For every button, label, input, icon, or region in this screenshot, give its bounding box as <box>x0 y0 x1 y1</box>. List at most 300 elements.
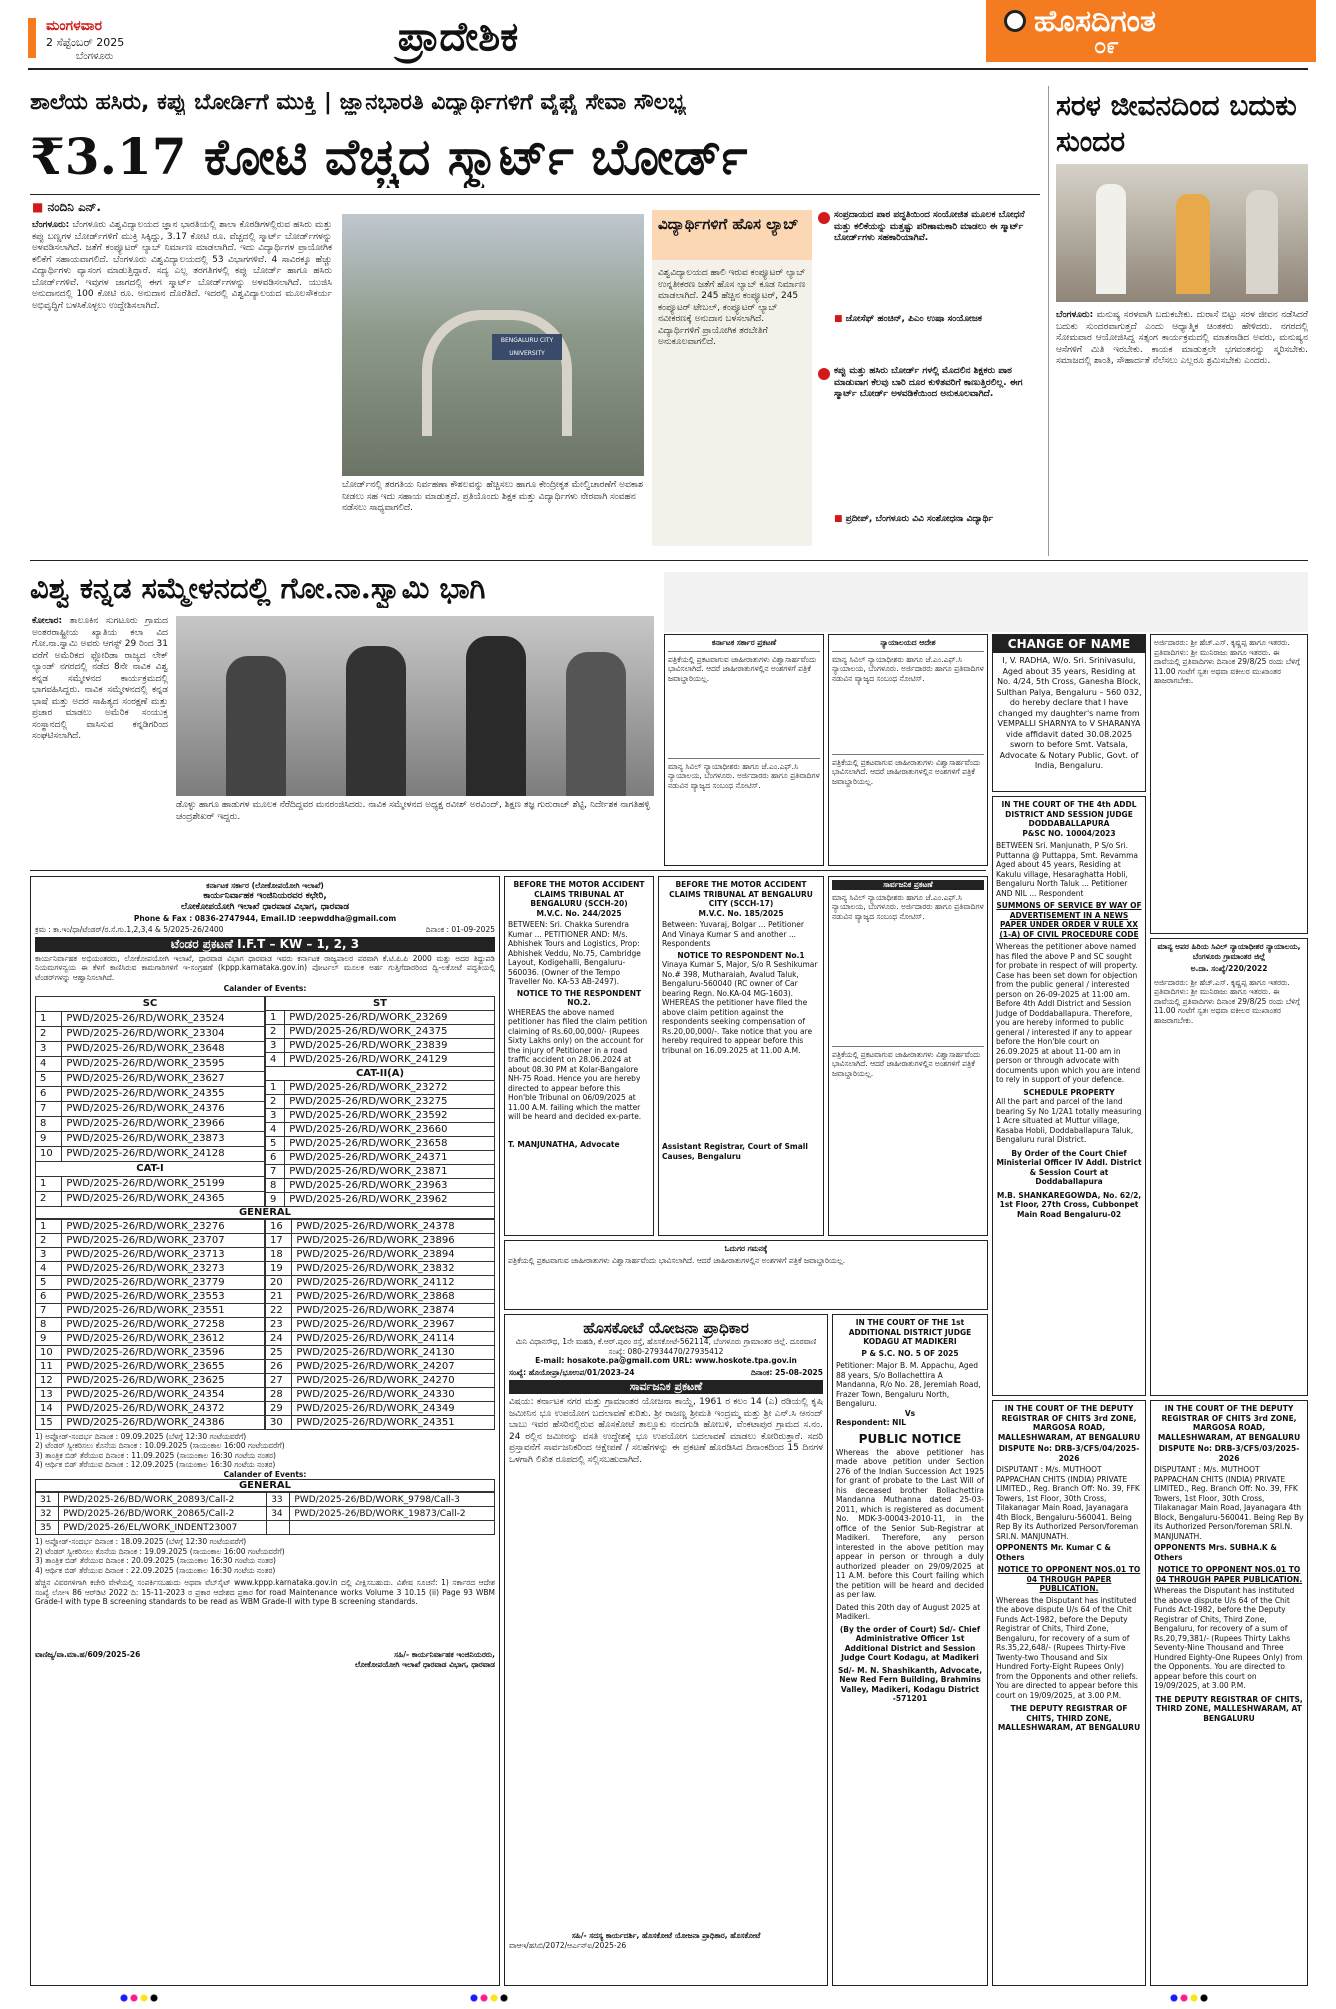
table-row <box>266 1122 495 1136</box>
court-kodagu-respondent: Respondent: NIL <box>836 1418 907 1427</box>
section-rule-2 <box>30 870 986 871</box>
lead-kicker: ಶಾಲೆಯ ಹಸಿರು, ಕಪ್ಪು ಬೋರ್ಡಿಗೆ ಮುಕ್ತಿ | ಜ್ಞಾನಭಾರತಿ ವಿದ್ಯಾರ್ಥಿಗಳಿಗೆ ವೈಫೈ ಸೇವಾ ಸೌಲಭ್ಯ <box>30 90 687 115</box>
row-number: 14 <box>36 1401 62 1415</box>
second-body-text: ತಾಲೂಕಿನ ಸುಗಟೂರು ಗ್ರಾಮದ ಅಂತರರಾಷ್ಟ್ರೀಯ ಖ್ಯಾತಿಯ ಕಲಾ ವಿದ ಗೋ.ನಾ.ಸ್ವಾಮಿ ಅವರು ಆಗಸ್ಟ್ 29 ರಿಂದ 31 ವರೆಗೆ ಅಮೆರಿಕದ ಫ್ಲೋರಿಡಾ ರಾಜ್ಯದ ಲೇಕ್ ಲ್ಯಾಂಡ್ ನಗರದಲ್ಲಿ ನಡೆದ 8ನೇ ನಾವಿಕ ವಿಶ್ವ ಕನ್ನಡ ಸಮ್ಮೇಳನದ ಕಾರ್ಯಕ್ರಮದಲ್ಲಿ ಭಾಗವಹಿಸಿದ್ದರು. ನಾವಿಕ ಸಮ್ಮೇಳನದಲ್ಲಿ ಕನ್ನಡ ಭಾಷೆ ಮತ್ತು ಅದರ ಸಾಹಿತ್ಯದ ಸಂರಕ್ಷಣೆ ಮತ್ತು ಪ್ರಚಾರ ಮಾಡಲು ಅಮೆರಿಕ ಸಂಯುಕ್ತ ಸಂಸ್ಥಾನದಲ್ಲಿ ವಾಸಿಸುವ ಕನ್ನಡಿಗರಿಂದ ಸಂಘಟಿಸಲಾಗಿದೆ. <box>32 616 168 741</box>
work-code: PWD/2025-26/RD/WORK_25199 <box>62 1176 265 1191</box>
table-row <box>36 1219 265 1233</box>
right-court-notice-case: ಅ.ದಾ. ಸಂಖ್ಯೆ/220/2022 <box>1190 964 1268 973</box>
work-code: PWD/2025-26/RD/WORK_23627 <box>62 1071 265 1086</box>
work-code: PWD/2025-26/BD/WORK_20893/Call-2 <box>59 1493 267 1507</box>
quote1-author-name: ಜೋಸೆಫ್ ಹಂಚಿನ್, ಪಿಎಂ ಉಷಾ ಸಂಯೋಜಕ <box>845 314 982 324</box>
gate-arch <box>422 310 572 436</box>
work-code: PWD/2025-26/RD/WORK_27258 <box>62 1317 265 1331</box>
registration-dots-icon <box>470 1994 514 2002</box>
row-number: 32 <box>36 1507 59 1521</box>
court-kodagu-case: P & S.C. NO. 5 OF 2025 <box>861 1348 959 1358</box>
table-row <box>36 1176 265 1191</box>
court-doddaballapura-body: BETWEEN Sri. Manjunath, P S/o Sri. Puttanna @ Puttappa, Smt. Revamma Aged about 45 years, Residing at Kakulu village, Hesaraghatta Hobli, Bengaluru North Taluk ... Petitioner AND NIL ... Respondent <box>996 841 1139 898</box>
row-number: 28 <box>266 1387 292 1401</box>
quote1-author <box>834 314 1034 326</box>
work-code: PWD/2025-26/RD/WORK_23967 <box>292 1317 495 1331</box>
ift-tables-general <box>35 1219 495 1430</box>
tender-date-line: 4) ಆರ್ಥಿಕ ಬಿಡ್ ತೆರೆಯುವ ದಿನಾಂಕ : 22.09.2025 (ಸಾಯಂಕಾಲ 16:30 ಗಂಟೆಯ ನಂತರ) <box>35 1565 276 1575</box>
row-number: 15 <box>36 1415 62 1429</box>
hoskote-date: ದಿನಾಂಕ: 25-08-2025 <box>751 1367 823 1377</box>
chits2-case: DISPUTE No: DRB-3/CFS/03/2025-2026 <box>1158 1444 1300 1463</box>
ift-dipr: ವಾಣಿಜ್ಯ/ವಾ.ಮಾ.ಹ/609/2025-26 <box>35 1650 141 1659</box>
right-story-dateline: ಬೆಂಗಳೂರು: <box>1056 310 1094 320</box>
row-number: 7 <box>36 1101 62 1116</box>
table-row <box>266 1317 495 1331</box>
page-number: ೦೯ <box>1094 34 1119 59</box>
mact1-title: BEFORE THE MOTOR ACCIDENT CLAIMS TRIBUNAL AT BENGALURU (SCCH-20) <box>513 880 645 908</box>
work-code: PWD/2025-26/RD/WORK_23658 <box>285 1136 495 1150</box>
row-number: 9 <box>36 1331 62 1345</box>
ift-general-label-2: GENERAL <box>35 1479 495 1492</box>
change-of-name-title: CHANGE OF NAME <box>993 635 1145 653</box>
work-code: PWD/2025-26/RD/WORK_23874 <box>292 1303 495 1317</box>
ift-tender <box>30 876 500 1986</box>
divider <box>832 651 984 652</box>
row-number: 8 <box>266 1178 285 1192</box>
table-row <box>36 1521 495 1535</box>
ift-intro: ಕಾರ್ಯನಿರ್ವಾಹಕ ಅಭಿಯಂತರರು, ಲೋಕೋಪಯೋಗಿ ಇಲಾಖೆ, ಧಾರವಾಡ ವಿಭಾಗ ಧಾರವಾಡ ಇವರು ಕರ್ನಾಟಕ ರಾಜ್ಯಪಾಲರ ಪರವಾಗಿ ಕೆ.ಟಿ.ಪಿ.ಪಿ 2000 ಮತ್ತು ಅದರ ತಿದ್ದುಪಡಿ ನಿಯಮಗಳನ್ವಯ ಈ ಕೆಳಗೆ ಕಾಣಿಸಿರುವ ಕಾಮಗಾರಿಗಳಿಗೆ ಇ-ಸಂಗ್ರಹಣೆ (kppp.karnataka.gov.in) ಪೋರ್ಟಲ್ ಮೂಲಕ ಅರ್ಹ ಗುತ್ತಿಗೆದಾರರಿಂದ ದ್ವಿ-ಲಕೋಟೆ ಪದ್ಧತಿಯಲ್ಲಿ ಟೆಂಡರ್‌ಗಳನ್ನು ಆಹ್ವಾನಿಸಲಾಗಿದೆ. <box>35 953 495 982</box>
right-story-text: ಮನುಷ್ಯ ಸರಳವಾಗಿ ಬದುಕಬೇಕು. ದುರಾಸೆ ಬಿಟ್ಟು ಸರಳ ಜೀವನ ನಡೆಸಿದರೆ ಬದುಕು ಸುಂದರವಾಗುತ್ತದೆ ಎಂದು ಆಧ್ಯಾತ್ಮಿಕ ಚಿಂತಕರು ಹೇಳಿದರು. ನಗರದಲ್ಲಿ ಸೋಮವಾರ ಆಯೋಜಿಸಿದ್ದ ಸತ್ಸಂಗ ಕಾರ್ಯಕ್ರಮದಲ್ಲಿ ಮಾತನಾಡಿದ ಅವರು, ಮನುಷ್ಯನ ಆಸೆಗಳಿಗೆ ಮಿತಿ ಇರಬೇಕು. ಕಾಯಕ ಮಾಡುತ್ತಲೇ ಭಗವಂತನನ್ನು ಸ್ಮರಿಸಬೇಕು. ಸಮಾಜದಲ್ಲಿ ಶಾಂತಿ, ಸೌಹಾರ್ದತೆ ನೆಲೆಸಲು ಎಲ್ಲರೂ ಶ್ರಮಿಸಬೇಕು ಎಂದರು. <box>1056 310 1308 366</box>
tender-date-line: 2) ಟೆಂಡರ್ ಸ್ವೀಕರಿಸಲು ಕೊನೆಯ ದಿನಾಂಕ : 19.09.2025 (ಸಾಯಂಕಾಲ 16:00 ಗಂಟೆಯವರೆಗೆ) <box>35 1546 285 1556</box>
st-header-cell: ST <box>266 996 495 1010</box>
row-number: 19 <box>266 1261 292 1275</box>
row-number: 7 <box>36 1303 62 1317</box>
row-number: 12 <box>36 1373 62 1387</box>
row-number: 25 <box>266 1345 292 1359</box>
table-row <box>266 1080 495 1094</box>
row-number: 5 <box>36 1071 62 1086</box>
row-number: 3 <box>36 1041 62 1056</box>
work-code <box>290 1521 495 1535</box>
masthead-day-bar <box>28 18 36 58</box>
table-row <box>266 1345 495 1359</box>
hoskote-ref: ಸಂಖ್ಯೆ: ಹೊಯೋಪ್ರಾ/ಭೂಉಪ/01/2023-24 <box>509 1367 635 1377</box>
work-code: PWD/2025-26/RD/WORK_23655 <box>62 1359 265 1373</box>
right-story-body <box>1056 310 1308 546</box>
work-code: PWD/2025-26/RD/WORK_24371 <box>285 1150 495 1164</box>
court-doddaballapura-adv: M.B. SHANKAREGOWDA, No. 62/2, 1st Floor, 27th Cross, Cubbonpet Main Road Bengaluru-02 <box>996 1190 1142 1219</box>
cat1-header-cell: CAT-I <box>36 1161 265 1176</box>
tender-date-line: 3) ತಾಂತ್ರಿಕ ಬಿಡ್ ತೆರೆಯುವ ದಿನಾಂಕ : 20.09.2025 (ಸಾಯಂಕಾಲ 16:30 ಗಂಟೆಯ ನಂತರ) <box>35 1556 276 1565</box>
masthead-logo-band <box>986 0 1316 62</box>
row-number: 6 <box>36 1086 62 1101</box>
bullet-icon: ■ <box>32 200 48 214</box>
classified-col-2-title: ನ್ಯಾಯಾಲಯದ ಆದೇಶ <box>880 638 936 647</box>
person-figure <box>1176 194 1210 294</box>
section-rule <box>30 560 1308 561</box>
right-story-photo <box>1056 164 1308 302</box>
work-code: PWD/2025-26/RD/WORK_23551 <box>62 1303 265 1317</box>
chits1-body: DISPUTANT : M/s. MUTHOOT PAPPACHAN CHITS (INDIA) PRIVATE LIMITED., Reg. Branch Off: No. 39, FFK Towers, 1st Floor, 30th Cross, Tilakanagar Main Road, Jayanagara 4th Block, Bengaluru-560041. Being Rep By its Authorized Person/foreman SRI.N. MANJUNATH. <box>996 1465 1140 1541</box>
row-number: 8 <box>36 1317 62 1331</box>
work-code: PWD/2025-26/RD/WORK_24386 <box>62 1415 265 1429</box>
work-code: PWD/2025-26/RD/WORK_23273 <box>62 1261 265 1275</box>
row-number: 24 <box>266 1331 292 1345</box>
lead-headline: ₹3.17 ಕೋಟಿ ವೆಚ್ಚದ ಸ್ಮಾರ್ಟ್ ಬೋರ್ಡ್ <box>30 127 748 186</box>
ift-table-general-right <box>265 1219 495 1430</box>
work-code: PWD/2025-26/RD/WORK_24372 <box>62 1401 265 1415</box>
work-code: PWD/2025-26/BD/WORK_20865/Call-2 <box>59 1507 267 1521</box>
work-code: PWD/2025-26/RD/WORK_24365 <box>62 1191 265 1206</box>
lead-dateline: ಬೆಂಗಳೂರು: <box>32 220 70 230</box>
mact1-sign: T. MANJUNATHA, Advocate <box>508 1139 620 1149</box>
tender-date-line: 4) ಆರ್ಥಿಕ ಬಿಡ್ ತೆರೆಯುವ ದಿನಾಂಕ : 12.09.2025 (ಸಾಯಂಕಾಲ 16:30 ಗಂಟೆಯ ನಂತರ) <box>35 1460 276 1469</box>
row-number: 16 <box>266 1219 292 1233</box>
table-row <box>266 1261 495 1275</box>
hoskote-notice <box>504 1314 828 1986</box>
row-number: 2 <box>36 1191 62 1206</box>
classified-col-3-title: ಸಾರ್ವಜನಿಕ ಪ್ರಕಟಣೆ <box>832 880 984 890</box>
table-row <box>266 1359 495 1373</box>
row-number: 10 <box>36 1345 62 1359</box>
lead-body <box>32 220 332 470</box>
table-row <box>36 1261 265 1275</box>
hoskote-body: ವಿಷಯ: ಕರ್ನಾಟಕ ನಗರ ಮತ್ತು ಗ್ರಾಮಾಂತರ ಯೋಜನಾ ಕಾಯ್ದೆ, 1961 ರ ಕಲಂ 14 (ಎ) ರಡಿಯಲ್ಲಿ ಕೃಷಿ ಜಮೀನಿನ ಭೂ ಉಪಯೋಗ ಬದಲಾವಣೆ ಕುರಿತು. ಶ್ರೀ ರಾಜಣ್ಣ ಶ್ರೀಮತಿ ಇಂದ್ರಮ್ಮ ಮತ್ತು ಶ್ರೀ ಎನ್.ಸಿ ಆನಂದ್ ಬಾಬು ಇವರ ಹೆಸರಿನಲ್ಲಿರುವ ಹೊಸಕೋಟೆ ತಾಲ್ಲೂಕು ನಂದಗುಡಿ ಹೋಬಳಿ, ವೆಂಕಟಾಪುರ ಗ್ರಾಮದ ಸ.ನಂ. 24 ರಲ್ಲಿನ ಜಮೀನನ್ನು ವಸತಿ ಉದ್ದೇಶಕ್ಕೆ ಭೂ ಉಪಯೋಗ ಬದಲಾವಣೆ ಮಾಡಲು ಕೋರಿರುತ್ತಾರೆ. ಸದರಿ ಪ್ರಸ್ತಾವನೆಗೆ ಸಾರ್ವಜನಿಕರಿಂದ ಆಕ್ಷೇಪಣೆ / ಸಲಹೆಗಳನ್ನು ಈ ಪ್ರಕಟಣೆ ಹೊರಡಿಸಿದ ದಿನಾಂಕದಿಂದ 15 ದಿನಗಳ ಒಳಗಾಗಿ ಲಿಖಿತ ರೂಪದಲ್ಲಿ ಸಲ್ಲಿಸಬಹುದಾಗಿದೆ. <box>509 1397 823 1465</box>
work-code: PWD/2025-26/RD/WORK_24375 <box>285 1024 495 1038</box>
quote2-text: ಕಪ್ಪು ಮತ್ತು ಹಸಿರು ಬೋರ್ಡ್ ಗಳಲ್ಲಿ ಮೊದಲಿನ ಶಿಕ್ಷಕರು ಪಾಠ ಮಾಡುವಾಗ ಕೆಲವು ಬಾರಿ ದೂರ ಕುಳಿತವರಿಗೆ ಕಾಣುತ್ತಿರಲಿಲ್ಲ. ಈಗ ಸ್ಮಾರ್ಟ್ ಬೋರ್ಡ್ ಅಳವಡಿಕೆಯಿಂದ ಅನುಕೂಲವಾಗಿದೆ. <box>834 366 1023 399</box>
sc-header <box>36 996 265 1011</box>
work-code: PWD/2025-26/RD/WORK_23276 <box>62 1219 265 1233</box>
row-number: 26 <box>266 1359 292 1373</box>
chits2-notice: NOTICE TO OPPONENT NOS.01 TO 04 THROUGH PAPER PUBLICATION. <box>1155 1565 1303 1584</box>
row-number: 2 <box>36 1026 62 1041</box>
row-number: 20 <box>266 1275 292 1289</box>
work-code: PWD/2025-26/RD/WORK_23963 <box>285 1178 495 1192</box>
row-number: 31 <box>36 1493 59 1507</box>
mact-notice-2 <box>658 876 824 1236</box>
court-doddaballapura-title: IN THE COURT OF THE 4th ADDL DISTRICT AND SESSION JUDGE DODDABALLAPURA <box>1001 800 1137 828</box>
row-number: 34 <box>267 1507 290 1521</box>
chits2-opp: OPPONENTS Mrs. SUBHA.K & Others <box>1154 1543 1277 1562</box>
right-court-notice-body: ಅರ್ಜಿದಾರರು: ಶ್ರೀ ಹೆಚ್.ಎಸ್. ಕೃಷ್ಣಪ್ಪ ಹಾಗೂ ಇತರರು. ಪ್ರತಿವಾದಿಗಳು: ಶ್ರೀ ಮುನಿರಾಜು ಹಾಗೂ ಇತರರು. ಈ ದಾವೆಯಲ್ಲಿ ಪ್ರತಿವಾದಿಗಳು ದಿನಾಂಕ 29/8/25 ರಂದು ಬೆಳಿಗ್ಗೆ 11.00 ಗಂಟೆಗೆ ಸ್ವತಃ ಅಥವಾ ವಕೀಲರ ಮುಖಾಂತರ ಹಾಜರಾಗಬೇಕು. <box>1154 977 1301 1025</box>
logo-emblem-icon <box>1004 10 1026 32</box>
author-bullet-icon: ■ <box>834 314 846 324</box>
person-figure <box>466 636 526 796</box>
tender-date-line: 2) ಟೆಂಡರ್ ಸ್ವೀಕರಿಸಲು ಕೊನೆಯ ದಿನಾಂಕ : 10.09.2025 (ಸಾಯಂಕಾಲ 16:00 ಗಂಟೆಯವರೆಗೆ) <box>35 1441 285 1450</box>
court-kodagu-vs: Vs <box>904 1408 916 1418</box>
ift-table-general-2 <box>35 1492 495 1535</box>
ift-sign-text: ಸಹಿ/- ಕಾರ್ಯನಿರ್ವಾಹಕ ಇಂಜಿನಿಯರರು, <box>394 1650 495 1659</box>
work-code: PWD/2025-26/RD/WORK_23595 <box>62 1056 265 1071</box>
work-code: PWD/2025-26/RD/WORK_23894 <box>292 1247 495 1261</box>
table-row <box>36 1116 265 1131</box>
second-photo <box>176 616 654 796</box>
ift-sign-2: ಲೋಕೋಪಯೋಗಿ ಇಲಾಖೆ ಧಾರವಾಡ ವಿಭಾಗ, ಧಾರವಾಡ <box>354 1659 495 1669</box>
ift-table-general-left <box>35 1219 265 1430</box>
row-number: 18 <box>266 1247 292 1261</box>
work-code: PWD/2025-26/RD/WORK_23625 <box>62 1373 265 1387</box>
hoskote-notice-title: ಸಾರ್ವಜನಿಕ ಪ್ರಕಟಣೆ <box>509 1380 823 1394</box>
work-code: PWD/2025-26/RD/WORK_23553 <box>62 1289 265 1303</box>
sidebar-lab-body: ವಿಶ್ವವಿದ್ಯಾಲಯದ ಹಾಲಿ ಇರುವ ಕಂಪ್ಯೂಟರ್ ಲ್ಯಾಬ್ ಉನ್ನತೀಕರಣ ಜತೆಗೆ ಹೊಸ ಲ್ಯಾಬ್ ಕೂಡ ನಿರ್ಮಾಣ ಮಾಡಲಾಗಿದೆ. 245 ಹೆಚ್ಚಿನ ಕಂಪ್ಯೂಟರ್, 245 ಕಂಪ್ಯೂಟರ್ ಟೇಬಲ್, ಕಂಪ್ಯೂಟರ್ ಲ್ಯಾಬ್ ನವೀಕರಣಕ್ಕೆ ಅನುದಾನ ಬಳಸಲಾಗಿದೆ. ವಿದ್ಯಾರ್ಥಿಗಳಿಗೆ ಪ್ರಾಯೋಗಿಕ ತರಬೇತಿಗೆ ಅನುಕೂಲವಾಗಲಿದೆ. <box>658 268 806 347</box>
work-code: PWD/2025-26/EL/WORK_INDENT23007 <box>59 1521 267 1535</box>
row-number: 11 <box>36 1359 62 1373</box>
chits1-opp: OPPONENTS Mr. Kumar C & Others <box>996 1543 1111 1562</box>
row-number: 6 <box>266 1150 285 1164</box>
court-doddaballapura-sched-title: SCHEDULE PROPERTY <box>1023 1087 1115 1097</box>
lead-byline-name: ನಂದಿನಿ ಎನ್. <box>47 200 101 214</box>
sidebar-quotes <box>818 210 1038 546</box>
cat2a-header-cell: CAT-II(A) <box>266 1066 495 1080</box>
table-row <box>36 1026 265 1041</box>
person-figure <box>226 656 286 796</box>
work-code: PWD/2025-26/RD/WORK_23275 <box>285 1094 495 1108</box>
work-code: PWD/2025-26/RD/WORK_23612 <box>62 1331 265 1345</box>
chits2-sign: THE DEPUTY REGISTRAR OF CHITS, THIRD ZONE, MALLESHWARAM, AT BENGALURU <box>1155 1694 1303 1723</box>
row-number: 35 <box>36 1521 59 1535</box>
tender-date-line: 1) ಅಪ್ಲೋಡ್-ಸಂದರ್ಭ ದಿನಾಂಕ : 18.09.2025 (ಬೆಳಗ್ಗೆ 12:30 ಗಂಟೆಯವರೆಗೆ) <box>35 1537 247 1546</box>
ift-contact: Phone & Fax : 0836-2747944, Email.ID :eepwddha@gmail.com <box>133 913 397 923</box>
row-number: 1 <box>266 1080 285 1094</box>
row-number: 3 <box>36 1247 62 1261</box>
table-row <box>266 1010 495 1024</box>
ift-tables-top <box>35 996 495 1207</box>
chits1-title: IN THE COURT OF THE DEPUTY REGISTRAR OF CHITS 3rd ZONE, MARGOSA ROAD, MALLESHWARAM, AT BENGALURU <box>997 1404 1141 1442</box>
cat2a-header <box>266 1066 495 1080</box>
work-code: PWD/2025-26/RD/WORK_23868 <box>292 1289 495 1303</box>
row-number: 5 <box>36 1275 62 1289</box>
work-code: PWD/2025-26/RD/WORK_23660 <box>285 1122 495 1136</box>
masthead-rule <box>28 68 1308 70</box>
chits2-body: DISPUTANT : M/s. MUTHOOT PAPPACHAN CHITS (INDIA) PRIVATE LIMITED., Reg. Branch Off: No. 39, FFK Towers, 1st Floor, 30th Cross, Tilakanagar Main Road, Jayanagara 4th Block, Bengaluru-560041. Being Rep By its Authorized Person/foreman SRI.N. MANJUNATH. <box>1154 1465 1304 1541</box>
lead-rule <box>30 194 1040 195</box>
right-story-headline: ಸರಳ ಜೀವನದಿಂದ ಬದುಕು ಸುಂದರ <box>1056 89 1297 158</box>
classified-col-1-text2: ಮಾನ್ಯ ಸಿವಿಲ್ ನ್ಯಾಯಾಧೀಶರು ಹಾಗೂ ಜೆ.ಎಂ.ಎಫ್.ಸಿ ನ್ಯಾಯಾಲಯ, ಬೆಂಗಳೂರು. ಅರ್ಜಿದಾರರು ಹಾಗೂ ಪ್ರತಿವಾದಿಗಳ ನಡುವಿನ ವ್ಯಾಜ್ಯದ ಸಂಬಂಧ ನೋಟಿಸ್. <box>668 761 820 790</box>
lead-photo-caption: ಬೋರ್ಡ್‌ನಲ್ಲಿ ತರಗತಿಯ ನಿರ್ವಹಣಾ ಕೌಶಲವನ್ನು ಹೆಚ್ಚಿಸಲು ಹಾಗೂ ಕೇಂದ್ರೀಕೃತ ಮೇಲ್ವಿಚಾರಣೆಗೆ ಅವಕಾಶ ನೀಡಲು ಸಹ ಇದು ಸಹಾಯ ಮಾಡುತ್ತದೆ. ಪ್ರತಿಯೊಂದು ಶಿಕ್ಷಕ ಮತ್ತು ವಿದ್ಯಾರ್ಥಿಗಳು ನೇರವಾಗಿ ಸಂವಹನ ನಡೆಸಲು ಸಾಧ್ಯವಾಗಲಿದೆ. <box>342 480 644 513</box>
hoskote-sign: ಸಹಿ/- ಸದಸ್ಯ ಕಾರ್ಯದರ್ಶಿ, ಹೊಸಕೋಟೆ ಯೋಜನಾ ಪ್ರಾಧಿಕಾರ, ಹೊಸಕೋಟೆ <box>571 1931 761 1940</box>
court-doddaballapura-sign: By Order of the Court Chief Ministerial Officer IV Addl. District & Session Court at Doddaballapura <box>996 1148 1142 1186</box>
reader-note <box>504 1240 988 1310</box>
work-code: PWD/2025-26/RD/WORK_24128 <box>62 1146 265 1161</box>
chits1-detail: Whereas the Disputant has instituted the above dispute U/s 64 of the Chit Funds Act-1982, before the Deputy Registrar of Chits, Third Zone, Bengaluru, for recovery of a sum of Rs.35,22,648/- (Rupees Thirty-Five Twenty-two Thousand and Six Hundred Forty-Eight Rupees Only) from the Opponents and other reliefs. You are directed to appear before this court on 19/09/2025, at 3.00 P.M. <box>996 1595 1139 1700</box>
row-number: 4 <box>36 1261 62 1275</box>
table-row <box>36 1275 265 1289</box>
work-code: PWD/2025-26/RD/WORK_24378 <box>292 1219 495 1233</box>
tender-date-line: 1) ಅಪ್ಲೋಡ್-ಸಂದರ್ಭ ದಿನಾಂಕ : 09.09.2025 (ಬೆಳಗ್ಗೆ 12:30 ಗಂಟೆಯವರೆಗೆ) <box>35 1431 247 1441</box>
row-number: 3 <box>266 1108 285 1122</box>
mact2-title: BEFORE THE MOTOR ACCIDENT CLAIMS TRIBUNAL AT BENGALURU CITY (SCCH-17) <box>669 880 813 908</box>
row-number: 9 <box>36 1131 62 1146</box>
court-doddaballapura-detail: Whereas the petitioner above named has filed the above P and SC sought for probate in respect of will property. Case has been set down for objection from the public general / interested person on 26-09-2025 at 11:00 am. Before 4th Addl District and Session Judge of Doddaballapura. Therefore, you are hereby informed to public general / interested if any to appear before the Hon'ble court on 26.09.2025 at about 11-00 am in person or through advocate with documents upon which you are intend to rely in support of your defence. <box>996 942 1141 1084</box>
table-row <box>36 1289 265 1303</box>
work-code: PWD/2025-26/RD/WORK_23896 <box>292 1233 495 1247</box>
work-code: PWD/2025-26/RD/WORK_23269 <box>285 1010 495 1024</box>
row-number: 23 <box>266 1317 292 1331</box>
work-code: PWD/2025-26/RD/WORK_23871 <box>285 1164 495 1178</box>
court-kodagu-petitioner: Petitioner: Major B. M. Appachu, Aged 88 years, S/o Bollachettira A Mandanna, R/o No. 28, Jeremiah Road, Frazer Town, Bengaluru North, Bengaluru. <box>836 1361 981 1408</box>
court-kodagu-by: (By the order of Court) Sd/- Chief Administrative Officer 1st Additional District and Session Judge Court Kodagu, at Madikeri <box>839 1624 981 1662</box>
court-doddaballapura-summons: SUMMONS OF SERVICE BY WAY OF ADVERTISEMENT IN A NEWS PAPER UNDER ORDER V RULE XX (1-A) OF CIVIL PROCEDURE CODE <box>996 901 1142 939</box>
table-row <box>36 1071 265 1086</box>
chits1-notice: NOTICE TO OPPONENT NOS.01 TO 04 THROUGH PAPER PUBLICATION. <box>997 1565 1141 1593</box>
row-number: 29 <box>266 1401 292 1415</box>
court-kodagu-body: Whereas the above petitioner has made above petition under Section 276 of the Indian Succession Act 1925 for grant of probate to the Last Will of his deceased brother Bollachettira Mandanna Muthanna dated 25-03-2011, which is registered as document No. MDK-3-00043-2010-11, in the office of the Senior Sub-Registrar at Madikeri. Therefore, any person interested in the above petition may appear in person or through a duly authorized pleader on 29/09/2025 at 11 A.M. before this Court failing which the petition will be heard and decided as per law. <box>836 1447 984 1599</box>
work-code: PWD/2025-26/BD/WORK_19873/Call-2 <box>290 1507 495 1521</box>
classified-col-1 <box>664 634 824 866</box>
row-number: 1 <box>36 1219 62 1233</box>
court-doddaballapura <box>992 796 1146 1396</box>
table-row <box>266 1178 495 1192</box>
quote1-text: ಸಂಪ್ರದಾಯದ ಪಾಠ ಪದ್ಧತಿಯಿಂದ ಸಂಯೋಜಿತ ಮೂಲಕ ಬೋಧನೆ ಮತ್ತು ಕಲಿಕೆಯನ್ನು ಮತ್ತಷ್ಟು ಪರಿಣಾಮಕಾರಿ ಮಾಡಲು ಈ ಸ್ಮಾರ್ಟ್ ಬೋರ್ಡ್‌ಗಳು ಸಹಕಾರಿಯಾಗಿವೆ. <box>834 210 1025 243</box>
table-row <box>36 1233 265 1247</box>
sidebar-lab <box>652 210 812 546</box>
right-court-notice-title: ಮಾನ್ಯ ಅಪರ ಹಿರಿಯ ಸಿವಿಲ್ ನ್ಯಾಯಾಧೀಶರ ನ್ಯಾಯಾಲಯ, ಬೆಂಗಳೂರು ಗ್ರಾಮಾಂತರ ಜಿಲ್ಲೆ <box>1157 942 1301 961</box>
work-code: PWD/2025-26/RD/WORK_23524 <box>62 1011 265 1026</box>
row-number: 4 <box>36 1056 62 1071</box>
work-code: PWD/2025-26/RD/WORK_24349 <box>292 1401 495 1415</box>
row-number: 27 <box>266 1373 292 1387</box>
table-row <box>36 1345 265 1359</box>
divider <box>832 754 984 755</box>
row-number: 1 <box>36 1176 62 1191</box>
lead-byline <box>32 200 101 215</box>
person-figure <box>1246 190 1278 294</box>
row-number: 9 <box>266 1192 285 1206</box>
divider <box>668 758 820 759</box>
ift-calendar-label: Calander of Events: <box>223 984 307 993</box>
st-header <box>266 996 495 1010</box>
mact1-parties: BETWEEN: Sri. Chakka Surendra Kumar ... PETITIONER AND: M/s. Abhishek Tours and Logistics, Prop: Abhishek Veddu, No.75, Cambridge Layout, Kodigehalli, Bengaluru-560036. (Owner of the Tempo Traveller No. KA-53 AB-2497). <box>508 920 641 986</box>
classified-col-3-text: ಮಾನ್ಯ ಸಿವಿಲ್ ನ್ಯಾಯಾಧೀಶರು ಹಾಗೂ ಜೆ.ಎಂ.ಎಫ್.ಸಿ ನ್ಯಾಯಾಲಯ, ಬೆಂಗಳೂರು. ಅರ್ಜಿದಾರರು ಹಾಗೂ ಪ್ರತಿವಾದಿಗಳ ನಡುವಿನ ವ್ಯಾಜ್ಯದ ಸಂಬಂಧ ನೋಟಿಸ್. <box>832 892 984 921</box>
court-doddaballapura-sched: All the part and parcel of the land bearing Sy No 1/2A1 totally measuring 1 Acre situated at Muttur village, Kasaba Hobli, Doddaballapura Taluk, Bengaluru rural District. <box>996 1097 1142 1144</box>
table-row <box>36 1011 265 1026</box>
work-code: PWD/2025-26/RD/WORK_23592 <box>285 1108 495 1122</box>
table-row <box>266 1401 495 1415</box>
table-row <box>266 1247 495 1261</box>
row-number: 3 <box>266 1038 285 1052</box>
table-row <box>36 1317 265 1331</box>
row-number: 2 <box>36 1233 62 1247</box>
row-number: 7 <box>266 1164 285 1178</box>
ift-title: ಟೆಂಡರ ಪ್ರಕಟಣೆ I.F.T – KW – 1, 2, 3 <box>35 937 495 952</box>
table-row <box>36 1415 265 1429</box>
chits-notice-2 <box>1150 1400 1308 1986</box>
row-number: 2 <box>266 1024 285 1038</box>
row-number: 5 <box>266 1136 285 1150</box>
table-row <box>36 1041 265 1056</box>
sidebar-lab-title: ವಿದ್ಯಾರ್ಥಿಗಳಿಗೆ ಹೊಸ ಲ್ಯಾಬ್ <box>658 215 799 233</box>
court-kodagu-notice-title: PUBLIC NOTICE <box>858 1431 962 1446</box>
work-code: PWD/2025-26/RD/WORK_24130 <box>292 1345 495 1359</box>
table-row <box>266 1275 495 1289</box>
court-kodagu-dated: Dated this 20th day of August 2025 at Madikeri. <box>836 1602 981 1621</box>
row-number: 8 <box>36 1116 62 1131</box>
mact2-case: M.V.C. No. 185/2025 <box>698 908 784 918</box>
row-number: 6 <box>36 1289 62 1303</box>
table-row <box>266 1303 495 1317</box>
person-figure <box>1096 184 1126 294</box>
section-title: ಪ್ರಾದೇಶಿಕ <box>397 13 519 60</box>
table-row <box>266 1373 495 1387</box>
table-row <box>266 1052 495 1066</box>
masthead <box>28 4 1308 70</box>
work-code: PWD/2025-26/RD/WORK_24129 <box>285 1052 495 1066</box>
right-court-notice-text: ಅರ್ಜಿದಾರರು: ಶ್ರೀ ಹೆಚ್.ಎಸ್. ಕೃಷ್ಣಪ್ಪ ಹಾಗೂ ಇತರರು. ಪ್ರತಿವಾದಿಗಳು: ಶ್ರೀ ಮುನಿರಾಜು ಹಾಗೂ ಇತರರು. ಈ ದಾವೆಯಲ್ಲಿ ಪ್ರತಿವಾದಿಗಳು ದಿನಾಂಕ 29/8/25 ರಂದು ಬೆಳಿಗ್ಗೆ 11.00 ಗಂಟೆಗೆ ಸ್ವತಃ ಅಥವಾ ವಕೀಲರ ಮುಖಾಂತರ ಹಾಜರಾಗಬೇಕು. <box>1154 638 1301 685</box>
quote-icon <box>818 212 830 224</box>
right-court-notice <box>1150 938 1308 1396</box>
divider <box>832 1046 984 1047</box>
mact2-sign: Assistant Registrar, Court of Small Causes, Bengaluru <box>662 1142 808 1161</box>
table-row <box>266 1415 495 1429</box>
table-row <box>36 1387 265 1401</box>
row-number: 30 <box>266 1415 292 1429</box>
right-story-divider <box>1048 86 1049 556</box>
chits2-title: IN THE COURT OF THE DEPUTY REGISTRAR OF CHITS 3rd ZONE, MARGOSA ROAD, MALLESHWARAM, AT BENGALURU <box>1157 1404 1301 1442</box>
classified-col-3 <box>828 876 988 1236</box>
registration-dots-icon <box>1170 1994 1214 2002</box>
table-row <box>266 1233 495 1247</box>
paper-logo: ಹೊಸದಿಗಂತ <box>1034 4 1156 39</box>
mact2-notice: NOTICE TO RESPONDENT No.1 <box>677 950 805 960</box>
table-row <box>36 1247 265 1261</box>
mact2-parties: Between: Yuvaraj, Bolgar ... Petitioner And Vinaya Kumar S and another ... Respondents <box>662 920 804 948</box>
table-row <box>36 1359 265 1373</box>
work-code: PWD/2025-26/RD/WORK_24112 <box>292 1275 495 1289</box>
divider <box>668 651 820 652</box>
classified-col-2-text: ಮಾನ್ಯ ಸಿವಿಲ್ ನ್ಯಾಯಾಧೀಶರು ಹಾಗೂ ಜೆ.ಎಂ.ಎಫ್.ಸಿ ನ್ಯಾಯಾಲಯ, ಬೆಂಗಳೂರು. ಅರ್ಜಿದಾರರು ಹಾಗೂ ಪ್ರತಿವಾದಿಗಳ ನಡುವಿನ ವ್ಯಾಜ್ಯದ ಸಂಬಂಧ ನೋಟಿಸ್. <box>832 654 984 683</box>
classified-col-3-text2: ಪತ್ರಿಕೆಯಲ್ಲಿ ಪ್ರಕಟವಾಗುವ ಜಾಹೀರಾತುಗಳು ವಿಶ್ವಾಸಾರ್ಹವೆಂದು ಭಾವಿಸಲಾಗಿದೆ. ಆದರೆ ಜಾಹೀರಾತುಗಳಲ್ಲಿನ ಅಂಶಗಳಿಗೆ ಪತ್ರಿಕೆ ಜವಾಬ್ದಾರಿಯಲ್ಲ. <box>832 1049 981 1078</box>
table-row <box>36 1056 265 1071</box>
work-code: PWD/2025-26/RD/WORK_24354 <box>62 1387 265 1401</box>
ift-dates-2 <box>35 1537 495 1575</box>
mact1-notice: NOTICE TO THE RESPONDENT NO.2. <box>516 988 642 1007</box>
court-kodagu-title: IN THE COURT OF THE 1st ADDITIONAL DISTRICT JUDGE KODAGU AT MADIKERI <box>848 1318 972 1346</box>
person-figure <box>566 652 626 796</box>
row-number: 2 <box>266 1094 285 1108</box>
table-row <box>36 1401 265 1415</box>
masthead-date: 2 ಸೆಪ್ಟೆಂಬರ್ 2025 <box>46 36 125 49</box>
row-number: 4 <box>266 1052 285 1066</box>
table-row <box>266 1289 495 1303</box>
work-code: PWD/2025-26/RD/WORK_24355 <box>62 1086 265 1101</box>
tender-date-line: 3) ತಾಂತ್ರಿಕ ಬಿಡ್ ತೆರೆಯುವ ದಿನಾಂಕ : 11.09.2025 (ಸಾಯಂಕಾಲ 16:30 ಗಂಟೆಯ ನಂತರ) <box>35 1450 276 1460</box>
ift-ref-row <box>35 925 495 935</box>
ift-footer-text: ಹೆಚ್ಚಿನ ವಿವರಗಳಿಗಾಗಿ ಕಚೇರಿ ವೇಳೆಯಲ್ಲಿ ಸಂಪರ್ಕಿಸಬಹುದು ಅಥವಾ ವೆಬ್‌ಸೈಟ್ www.kppp.karnataka.gov.in ದಲ್ಲಿ ವೀಕ್ಷಿಸಬಹುದು. ವಿಶೇಷ ಸೂಚನೆ: 1) ಸರ್ಕಾರದ ಆದೇಶ ಸಂಖ್ಯೆ ಲೋಇ 86 ಆರ್‌ಡಿಟಿ 2022 ದಿ: 15-11-2023 ರ ಪ್ರಕಾರ ಆದೇಶದ ಪ್ರಕಾರ for road Maintenance works Volume 3 10.15 (ii) Page 93 WBM Grade-I with type B screening standards to be read as WBM Grade-II with type B screening standards. <box>35 1578 495 1606</box>
ift-table-sc <box>35 996 265 1207</box>
right-court-notice-top <box>1150 634 1308 934</box>
row-number <box>267 1521 290 1535</box>
table-row <box>36 1493 495 1507</box>
row-number: 10 <box>36 1146 62 1161</box>
masthead-city: ಬೆಂಗಳೂರು <box>76 51 114 62</box>
table-row <box>266 1164 495 1178</box>
table-row <box>266 1108 495 1122</box>
table-row <box>266 1331 495 1345</box>
chits1-sign: THE DEPUTY REGISTRAR OF CHITS, THIRD ZONE, MALLESHWARAM, AT BENGALURU <box>997 1704 1141 1732</box>
court-kodagu <box>832 1314 988 1986</box>
hoskote-address: ಮಿನಿ ವಿಧಾನಸೌಧ, 1ನೇ ಮಹಡಿ, ಕೆ.ಆರ್.ಪುರಂ ರಸ್ತೆ, ಹೊಸಕೋಟೆ-562114, ಬೆಂಗಳೂರು ಗ್ರಾಮಾಂತರ ಜಿಲ್ಲೆ. ದೂರವಾಣಿ ಸಂಖ್ಯೆ: 080-27934470/27935412 <box>515 1337 817 1356</box>
work-code: PWD/2025-26/RD/WORK_24376 <box>62 1101 265 1116</box>
table-row <box>266 1387 495 1401</box>
chits2-detail: Whereas the Disputant has instituted the above dispute U/s 64 of the Chit Funds Act-1982, before the Deputy Registrar of Chits, Third Zone, Bengaluru, for recovery of a sum of Rs.20,79,381/- (Rupees Thirty Lakhs Seventy-Nine Thousand and Three Hundred Eighty-One Rupees Only) from the Opponents. You are directed to appear before this court on 19/09/2025, at 3.00 P.M. <box>1154 1586 1303 1690</box>
masthead-day: ಮಂಗಳವಾರ <box>46 18 103 34</box>
second-caption: ಡೊಳ್ಳು ಹಾಗೂ ಹಾಡುಗಳ ಮೂಲಕ ನೆರೆದಿದ್ದವರ ಮನರಂಜಿಸಿದರು. ನಾವಿಕ ಸಮ್ಮೇಳನದ ಅಧ್ಯಕ್ಷ ರವೀಶ್ ಅರವಿಂದ್, ಶಿಕ್ಷಣ ತಜ್ಞ ಗುರುರಾಜ್ ಶೆಟ್ಟಿ, ನಿರ್ದೇಶಕ ನಾಗತಿಹಳ್ಳಿ ಚಂದ್ರಶೇಖರ್ ಇದ್ದರು. <box>176 800 650 822</box>
work-code: PWD/2025-26/RD/WORK_24270 <box>292 1373 495 1387</box>
ift-gov: ಕರ್ನಾಟಕ ಸರ್ಕಾರ (ಲೋಕೋಪಯೋಗಿ ಇಲಾಖೆ) <box>206 881 324 890</box>
ift-division: ಲೋಕೋಪಯೋಗಿ ಇಲಾಖೆ ಧಾರವಾಡ ವಿಭಾಗ, ಧಾರವಾಡ <box>180 902 350 912</box>
chits1-case: DISPUTE No: DRB-3/CFS/04/2025-2026 <box>998 1444 1140 1463</box>
mact1-body: WHEREAS the above named petitioner has filed the claim petition claiming of Rs.60,00,000/- (Rupees Sixty Lakhs only) on the account for the injury of Petitioner in a road traffic accident on 28.06.2024 at about 08.30 PM at Kolar-Bangalore NH-75 Road. Hence you are hereby directed to appear before this Hon'ble Tribunal on 06/09/2025 at 11.00 A.M. failing which the matter will be heard and decided ex-parte. <box>508 1007 648 1121</box>
ift-calendar-label-2: Calander of Events: <box>223 1469 307 1479</box>
hoskote-title: ಹೊಸಕೋಟೆ ಯೋಜನಾ ಪ್ರಾಧಿಕಾರ <box>583 1319 749 1337</box>
row-number: 33 <box>267 1493 290 1507</box>
mact1-case: M.V.C. No. 244/2025 <box>536 908 622 918</box>
